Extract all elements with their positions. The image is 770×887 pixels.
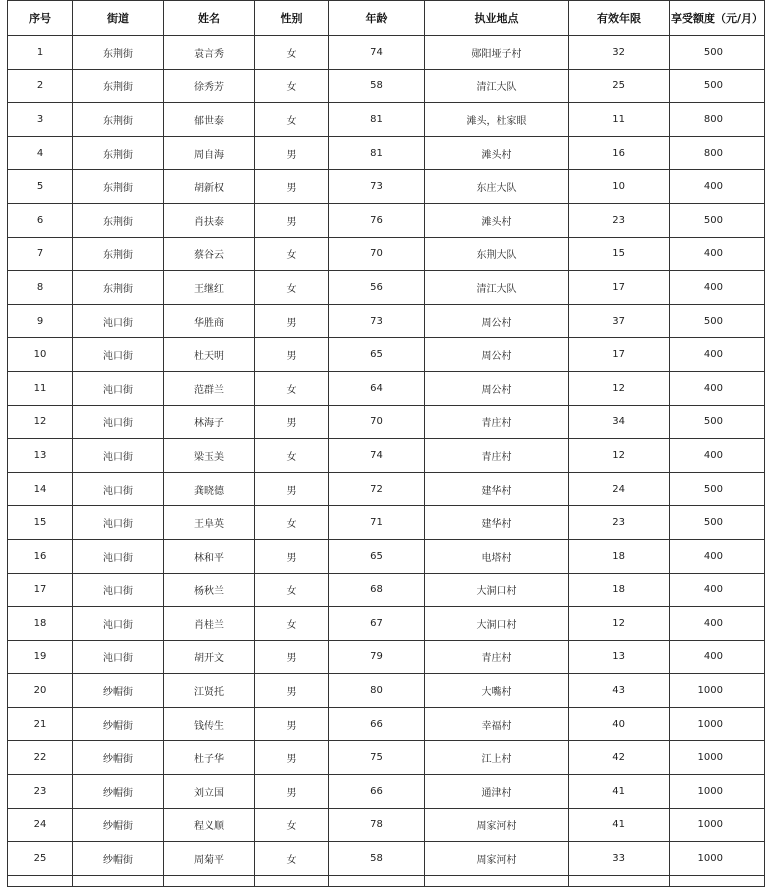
cell-gender: 男 (255, 338, 329, 372)
table-row (8, 741, 765, 775)
cell-location: 东庄大队 (425, 170, 569, 204)
cell-years: 42 (569, 741, 670, 775)
cell-years: 24 (569, 472, 670, 506)
cell-amount: 800 (670, 103, 765, 137)
table-row (8, 405, 765, 439)
header-location: 执业地点 (425, 1, 569, 36)
cell-amount: 400 (670, 237, 765, 271)
cell-street: 沌口街 (73, 371, 164, 405)
cell-location: 滩头村 (425, 136, 569, 170)
cell-seq: 11 (8, 371, 73, 405)
cell-gender: 女 (255, 371, 329, 405)
header-gender: 性别 (255, 1, 329, 36)
cell-seq: 16 (8, 539, 73, 573)
cell-years: 41 (569, 775, 670, 809)
cell-gender: 男 (255, 472, 329, 506)
cell-age: 79 (329, 640, 425, 674)
cell-years: 18 (569, 539, 670, 573)
cell-street: 东荆街 (73, 69, 164, 103)
table-row (8, 472, 765, 506)
cell-location: 东荆大队 (425, 237, 569, 271)
cell-seq: 17 (8, 573, 73, 607)
cell-gender: 女 (255, 103, 329, 137)
cell-years: 37 (569, 304, 670, 338)
cell-gender: 男 (255, 170, 329, 204)
cell-street (73, 875, 164, 886)
cell-location (425, 875, 569, 886)
cell-gender: 男 (255, 640, 329, 674)
cell-amount: 400 (670, 170, 765, 204)
table-row (8, 170, 765, 204)
cell-years: 33 (569, 842, 670, 876)
cell-age: 74 (329, 36, 425, 70)
cell-location: 周家河村 (425, 842, 569, 876)
cell-name: 刘立国 (164, 775, 255, 809)
cell-years: 40 (569, 707, 670, 741)
table-row (8, 607, 765, 641)
cell-years: 11 (569, 103, 670, 137)
cell-street: 沌口街 (73, 539, 164, 573)
cell-location: 大嘴村 (425, 674, 569, 708)
cell-location: 周公村 (425, 371, 569, 405)
cell-location: 建华村 (425, 472, 569, 506)
cell-location: 青庄村 (425, 640, 569, 674)
cell-age: 75 (329, 741, 425, 775)
cell-amount: 500 (670, 506, 765, 540)
cell-age: 81 (329, 136, 425, 170)
table-row (8, 237, 765, 271)
doctor-allowance-table (7, 0, 765, 887)
cell-gender: 男 (255, 775, 329, 809)
table-row (8, 875, 765, 886)
cell-location: 周公村 (425, 304, 569, 338)
cell-name: 程义顺 (164, 808, 255, 842)
table-row (8, 338, 765, 372)
cell-amount: 1000 (670, 707, 765, 741)
cell-seq: 19 (8, 640, 73, 674)
cell-gender: 男 (255, 405, 329, 439)
table-row (8, 136, 765, 170)
cell-street: 纱帽街 (73, 808, 164, 842)
cell-age: 76 (329, 203, 425, 237)
header-street: 街道 (73, 1, 164, 36)
header-age: 年龄 (329, 1, 425, 36)
cell-seq: 21 (8, 707, 73, 741)
cell-seq: 2 (8, 69, 73, 103)
cell-name: 范群兰 (164, 371, 255, 405)
cell-gender: 男 (255, 539, 329, 573)
cell-location: 滩头，杜家眼 (425, 103, 569, 137)
cell-seq: 3 (8, 103, 73, 137)
cell-street: 东荆街 (73, 170, 164, 204)
cell-amount: 500 (670, 304, 765, 338)
cell-age: 70 (329, 405, 425, 439)
cell-years: 32 (569, 36, 670, 70)
cell-years: 17 (569, 271, 670, 305)
table-row (8, 842, 765, 876)
cell-name: 肖桂兰 (164, 607, 255, 641)
cell-street: 东荆街 (73, 36, 164, 70)
cell-street: 东荆街 (73, 203, 164, 237)
cell-seq: 8 (8, 271, 73, 305)
cell-seq: 22 (8, 741, 73, 775)
cell-age: 56 (329, 271, 425, 305)
cell-location: 建华村 (425, 506, 569, 540)
cell-age: 72 (329, 472, 425, 506)
cell-amount: 1000 (670, 808, 765, 842)
cell-name: 周自海 (164, 136, 255, 170)
cell-age: 66 (329, 775, 425, 809)
cell-amount: 500 (670, 203, 765, 237)
cell-years: 25 (569, 69, 670, 103)
cell-name: 林海子 (164, 405, 255, 439)
table-row (8, 203, 765, 237)
cell-seq: 18 (8, 607, 73, 641)
cell-location: 幸福村 (425, 707, 569, 741)
cell-street: 沌口街 (73, 640, 164, 674)
cell-name: 杜天明 (164, 338, 255, 372)
cell-gender (255, 875, 329, 886)
cell-age: 71 (329, 506, 425, 540)
cell-gender: 女 (255, 607, 329, 641)
cell-amount (670, 875, 765, 886)
cell-age: 73 (329, 304, 425, 338)
cell-name: 蔡谷云 (164, 237, 255, 271)
table-row (8, 539, 765, 573)
cell-years: 16 (569, 136, 670, 170)
cell-age: 67 (329, 607, 425, 641)
cell-street: 沌口街 (73, 607, 164, 641)
cell-years: 13 (569, 640, 670, 674)
table-row (8, 640, 765, 674)
cell-years: 12 (569, 439, 670, 473)
cell-age: 68 (329, 573, 425, 607)
cell-age: 73 (329, 170, 425, 204)
cell-age: 58 (329, 842, 425, 876)
header-amount: 享受额度（元/月） (670, 1, 765, 36)
cell-location: 大洞口村 (425, 607, 569, 641)
cell-seq: 24 (8, 808, 73, 842)
cell-name: 江贤托 (164, 674, 255, 708)
cell-gender: 男 (255, 674, 329, 708)
cell-amount: 500 (670, 405, 765, 439)
cell-name: 王阜英 (164, 506, 255, 540)
cell-years: 15 (569, 237, 670, 271)
cell-amount: 1000 (670, 775, 765, 809)
cell-name: 华胜商 (164, 304, 255, 338)
cell-amount: 1000 (670, 674, 765, 708)
cell-name: 梁玉美 (164, 439, 255, 473)
cell-age: 80 (329, 674, 425, 708)
cell-amount: 400 (670, 539, 765, 573)
cell-location: 通津村 (425, 775, 569, 809)
table-row (8, 808, 765, 842)
cell-gender: 男 (255, 203, 329, 237)
cell-seq: 20 (8, 674, 73, 708)
cell-gender: 女 (255, 439, 329, 473)
cell-gender: 男 (255, 136, 329, 170)
cell-amount: 1000 (670, 741, 765, 775)
cell-location: 清江大队 (425, 271, 569, 305)
cell-amount: 1000 (670, 842, 765, 876)
cell-name: 龚晓德 (164, 472, 255, 506)
cell-location: 大洞口村 (425, 573, 569, 607)
cell-years: 23 (569, 203, 670, 237)
cell-amount: 400 (670, 371, 765, 405)
header-name: 姓名 (164, 1, 255, 36)
cell-name: 钱传生 (164, 707, 255, 741)
table-row (8, 775, 765, 809)
cell-age: 74 (329, 439, 425, 473)
cell-name: 郁世泰 (164, 103, 255, 137)
table-row (8, 371, 765, 405)
table-row (8, 674, 765, 708)
cell-years: 12 (569, 371, 670, 405)
cell-location: 电塔村 (425, 539, 569, 573)
cell-location: 清江大队 (425, 69, 569, 103)
cell-street: 纱帽街 (73, 707, 164, 741)
table-row (8, 69, 765, 103)
cell-age (329, 875, 425, 886)
cell-gender: 男 (255, 741, 329, 775)
cell-amount: 400 (670, 271, 765, 305)
cell-age: 65 (329, 338, 425, 372)
cell-seq: 6 (8, 203, 73, 237)
table-row (8, 573, 765, 607)
cell-amount: 400 (670, 338, 765, 372)
cell-name: 袁言秀 (164, 36, 255, 70)
cell-seq: 5 (8, 170, 73, 204)
cell-age: 66 (329, 707, 425, 741)
cell-location: 江上村 (425, 741, 569, 775)
table-row (8, 707, 765, 741)
cell-age: 58 (329, 69, 425, 103)
cell-street: 沌口街 (73, 472, 164, 506)
cell-age: 78 (329, 808, 425, 842)
cell-gender: 女 (255, 842, 329, 876)
cell-location: 周家河村 (425, 808, 569, 842)
cell-street: 纱帽街 (73, 674, 164, 708)
cell-street: 沌口街 (73, 304, 164, 338)
cell-seq: 1 (8, 36, 73, 70)
cell-seq: 25 (8, 842, 73, 876)
cell-amount: 800 (670, 136, 765, 170)
cell-name: 胡开文 (164, 640, 255, 674)
cell-gender: 女 (255, 506, 329, 540)
cell-amount: 400 (670, 607, 765, 641)
cell-seq: 10 (8, 338, 73, 372)
cell-amount: 500 (670, 36, 765, 70)
table-row (8, 439, 765, 473)
cell-amount: 500 (670, 472, 765, 506)
cell-seq: 23 (8, 775, 73, 809)
cell-gender: 女 (255, 69, 329, 103)
cell-gender: 女 (255, 271, 329, 305)
cell-age: 70 (329, 237, 425, 271)
cell-name (164, 875, 255, 886)
cell-gender: 女 (255, 808, 329, 842)
cell-years (569, 875, 670, 886)
cell-seq: 15 (8, 506, 73, 540)
cell-street: 沌口街 (73, 506, 164, 540)
cell-gender: 男 (255, 707, 329, 741)
cell-location: 青庄村 (425, 405, 569, 439)
cell-name: 林和平 (164, 539, 255, 573)
cell-years: 43 (569, 674, 670, 708)
cell-seq: 14 (8, 472, 73, 506)
cell-amount: 400 (670, 439, 765, 473)
cell-street: 东荆街 (73, 271, 164, 305)
cell-amount: 500 (670, 69, 765, 103)
table-row (8, 506, 765, 540)
cell-age: 64 (329, 371, 425, 405)
cell-street: 沌口街 (73, 439, 164, 473)
cell-age: 81 (329, 103, 425, 137)
cell-seq: 13 (8, 439, 73, 473)
cell-years: 34 (569, 405, 670, 439)
cell-street: 沌口街 (73, 405, 164, 439)
cell-street: 沌口街 (73, 338, 164, 372)
cell-location: 滩头村 (425, 203, 569, 237)
cell-seq: 7 (8, 237, 73, 271)
cell-name: 杨秋兰 (164, 573, 255, 607)
table-header-row (8, 1, 765, 36)
cell-name: 肖扶泰 (164, 203, 255, 237)
cell-street: 东荆街 (73, 136, 164, 170)
table-row (8, 103, 765, 137)
table-row (8, 304, 765, 338)
cell-seq: 9 (8, 304, 73, 338)
cell-years: 17 (569, 338, 670, 372)
cell-street: 东荆街 (73, 237, 164, 271)
cell-location: 周公村 (425, 338, 569, 372)
cell-street: 纱帽街 (73, 775, 164, 809)
cell-gender: 女 (255, 237, 329, 271)
cell-name: 胡新权 (164, 170, 255, 204)
cell-location: 郧阳垭子村 (425, 36, 569, 70)
cell-seq: 12 (8, 405, 73, 439)
cell-amount: 400 (670, 573, 765, 607)
header-seq: 序号 (8, 1, 73, 36)
cell-amount: 400 (670, 640, 765, 674)
cell-gender: 男 (255, 304, 329, 338)
cell-street: 东荆街 (73, 103, 164, 137)
cell-years: 23 (569, 506, 670, 540)
cell-street: 纱帽街 (73, 842, 164, 876)
cell-gender: 女 (255, 573, 329, 607)
cell-street: 沌口街 (73, 573, 164, 607)
cell-street: 纱帽街 (73, 741, 164, 775)
cell-gender: 女 (255, 36, 329, 70)
cell-age: 65 (329, 539, 425, 573)
header-years: 有效年限 (569, 1, 670, 36)
cell-location: 青庄村 (425, 439, 569, 473)
table-body (8, 36, 765, 887)
cell-name: 王继红 (164, 271, 255, 305)
cell-years: 41 (569, 808, 670, 842)
table-row (8, 271, 765, 305)
cell-name: 周菊平 (164, 842, 255, 876)
cell-name: 徐秀芳 (164, 69, 255, 103)
cell-seq (8, 875, 73, 886)
cell-years: 18 (569, 573, 670, 607)
cell-years: 10 (569, 170, 670, 204)
cell-name: 杜子华 (164, 741, 255, 775)
table-row (8, 36, 765, 70)
cell-seq: 4 (8, 136, 73, 170)
cell-years: 12 (569, 607, 670, 641)
